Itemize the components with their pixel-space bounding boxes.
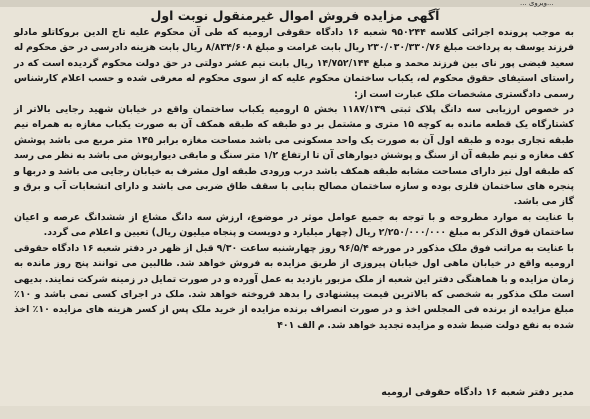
bottom-strip xyxy=(0,406,590,419)
signature-line: مدیر دفتر شعبه ۱۶ دادگاه حقوقی ارومیه xyxy=(381,387,574,398)
paragraph-intro: به موجب پرونده اجرائی کلاسه ۹۵۰۲۴۴ شعبه ۱۶ دادگاه حقوقی ارومیه که طی آن محکوم علیه تاج الدین بروکاتلو مادلو فرزند یوسف به پرداخت مبلغ ۲۳۰/۰۳۰/۳۳۰/۷۶ ریال بابت غرامت و مبلغ ۸/۸۳۴/۶۰۸ ریال بابت هزینه دادرسی در حق محکوم له سعید فیضی پور نای بین فرزند محمد و مبلغ ۱۴/۷۵۲/۱۴۴ ریال بابت نیم عشر دولتی در حق دولت محکوم گردیده است که در راستای استیفای حقوق محکوم له، یکباب ساختمان محکوم علیه که از سوی محکوم له معرفی شده و حسب اعلام کارشناس رسمی دادگستری مشخصات ملک عبارت است از: xyxy=(14,27,575,100)
paragraph-valuation: با عنایت به موارد مطروحه و با توجه به جمیع عوامل موثر در موضوع، ارزش سه دانگ مشاع از ششدانگ عرصه و اعیان ساختمان فوق الذکر به مبلغ ۲/۲۵۰/۰۰۰/۰۰۰ ریال (چهار میلیارد و دویست و پنجاه میلیون ریال) تعیین و اعلام می گردد. xyxy=(14,211,574,239)
paragraph-auction-terms: با عنایت به مراتب فوق ملک مذکور در مورخه ۹۶/۵/۴ روز چهارشنبه ساعت ۹/۳۰ قبل از ظهر در دفتر شعبه ۱۶ دادگاه حقوقی ارومیه واقع در خیابان ماهی اول خیابان پیروزی از طریق مزایده به فروش خواهد شد. طالبین می توانند پنج روز مانده به زمان مزایده و با هماهنگی دفتر این شعبه از ملک مزبور بازدید به عمل آورده و در صورت تمایل در زمینه شرکت نمایند. بدیهی است ملک مذکور به شخصی که بالاترین قیمت پیشنهادی را بدهد فروخته خواهد شد. ملک در اجرای کسی نمی باشد و ۱۰٪ مبلغ مزایده از برنده فی المجلس اخذ و در صورت انصراف برنده مزایده از خرید ملک پس از کسر هزینه های مزایده ۱۰٪ اخذ شده به نفع دولت ضبط شده و مزایده تجدید خواهد شد. م الف ۴۰۱ xyxy=(14,242,574,331)
header-strip: ...ویروی ... xyxy=(0,0,590,7)
paragraph-property-description: در خصوص ارزیابی سه دانگ پلاک ثبتی ۱۱۸۷/۱۳۹ بخش ۵ ارومیه یکباب ساختمان واقع در خیابان شهید رجایی بالاتر از کشتارگاه یک قطعه مانده به کوچه ۱۵ متری و مشتمل بر دو طبقه که طبقه همکف آن به صورت یکباب مغازه به همراه نیم طبقه تجاری بوده و طبقه اول آن به صورت یک واحد مسکونی می باشد مساحت مغازه برابر ۱۴۵ متر مربع می باشد پوشش کف مغازه و نیم طبقه آن از سنگ و پوشش دیوارهای آن تا ارتفاع ۱/۲ متر سنگ و مابقی دیوارپوش می باشد به نظر می رسد که طبقه اول نیز دارای مساحت مشابه طبقه همکف باشد درب ورودی طبقه اول مشرف به خیابان رجایی می باشد و دربها و پنجره های ساختمان فلزی بوده و سازه ساختمان مصالح بنایی با سقف طاق ضربی می باشد و دارای انشعابات آب و برق و گاز می باشد. xyxy=(14,104,575,208)
notice-title: آگهی مزایده فروش اموال غیرمنقول نوبت اول xyxy=(150,8,440,23)
notice-body xyxy=(14,25,574,333)
